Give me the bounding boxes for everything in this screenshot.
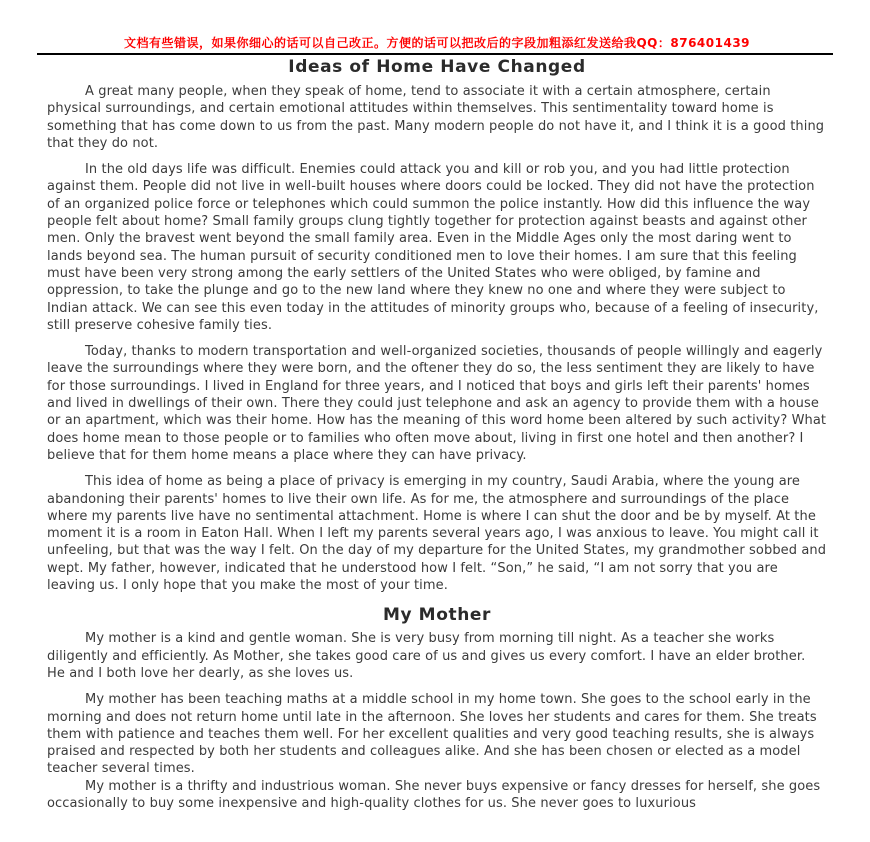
essay-title-ideas-of-home: Ideas of Home Have Changed: [288, 57, 586, 77]
essay-paragraph: My mother is a thrifty and industrious woman. She never buys expensive or fancy dresses for herself, she goes occasionally to buy some inexpensive and high-quality clothes for us. She never goes to luxurious: [47, 778, 821, 811]
essay-paragraph: This idea of home as being a place of privacy is emerging in my country, Saudi Arabia, where the young are abandoning their parents' homes to live their own life. As for me, the atmosphere and surroundings of the place where my parents live have no sentimental attachment. Home is where I can shut the door and be by myself. At the moment it is a room in Eaton Hall. When I left my parents several years ago, I was anxious to leave. You might call it unfeeling, but that was the way I felt. On the day of my departure for the United States, my grandmother sobbed and wept. My father, however, indicated that he understood how I felt. “Son,” he said, “I am not sorry that you are leaving us. I only hope that you make the most of your time.: [47, 474, 827, 594]
essay-paragraph: My mother has been teaching maths at a middle school in my home town. She goes to the school early in the morning and does not return home until late in the afternoon. She loves her students and cares for them. She treats them with patience and teaches them well. For her excellent qualities and very good teaching results, she is always praised and respected by both her students and colleagues alike. And she has been chosen or elected as a model teacher several times.: [47, 692, 817, 777]
essay-paragraph: My mother is a kind and gentle woman. She is very busy from morning till night. As a teacher she works diligently and efficiently. As Mother, she takes good care of us and gives us every comfort. I have an elder brother. He and I both love her dearly, as she loves us.: [47, 631, 806, 681]
essay-paragraph: A great many people, when they speak of home, tend to associate it with a certain atmosphere, certain physical surroundings, and certain emotional attitudes within themselves. This sentimentality toward home is something that has come down to us from the past. Many modern people do not have it, and I think it is a good thing that they do not.: [47, 84, 825, 151]
essay-paragraph: In the old days life was difficult. Enemies could attack you and kill or rob you, and you had little protection against them. People did not live in well-built houses where doors could be locked. They did not have the protection of an organized police force or telephones which could summon the police instantly. How did this influence the way people felt about home? Small family groups clung tightly together for protection against beasts and against other men. Only the bravest went beyond the small family area. Even in the Middle Ages only the most daring went to lands beyond sea. The human pursuit of security conditioned men to love their homes. I am sure that this feeling must have been very strong among the early settlers of the United States who were obliged, by famine and oppression, to take the plunge and go to the new land where they knew no one and where they were subject to Indian attack. We can see this even today in the attitudes of minority groups who, because of a feeling of insecurity, still preserve cohesive family ties.: [47, 162, 819, 333]
essay-title-my-mother: My Mother: [382, 605, 492, 626]
divider-rule: [37, 53, 833, 55]
notice-banner: 文档有些错误，如果你细心的话可以自己改正。方便的话可以把改后的字段加粗添红发送给我QQ：876401439: [123, 36, 751, 50]
essay-paragraph: Today, thanks to modern transportation and well-organized societies, thousands of people willingly and eagerly leave the surroundings where they were born, and the oftener they do so, the less sentiment they are likely to have for those surroundings. I lived in England for three years, and I noticed that boys and girls left their parents' homes and lived in dwellings of their own. There they could just telephone and ask an agency to provide them with a house or an apartment, which was their home. How has the meaning of this word home been altered by such activity? What does home mean to those people or to families who often move about, living in first one hotel and then another? I believe that for them home means a place where they can have privacy.: [47, 344, 827, 463]
